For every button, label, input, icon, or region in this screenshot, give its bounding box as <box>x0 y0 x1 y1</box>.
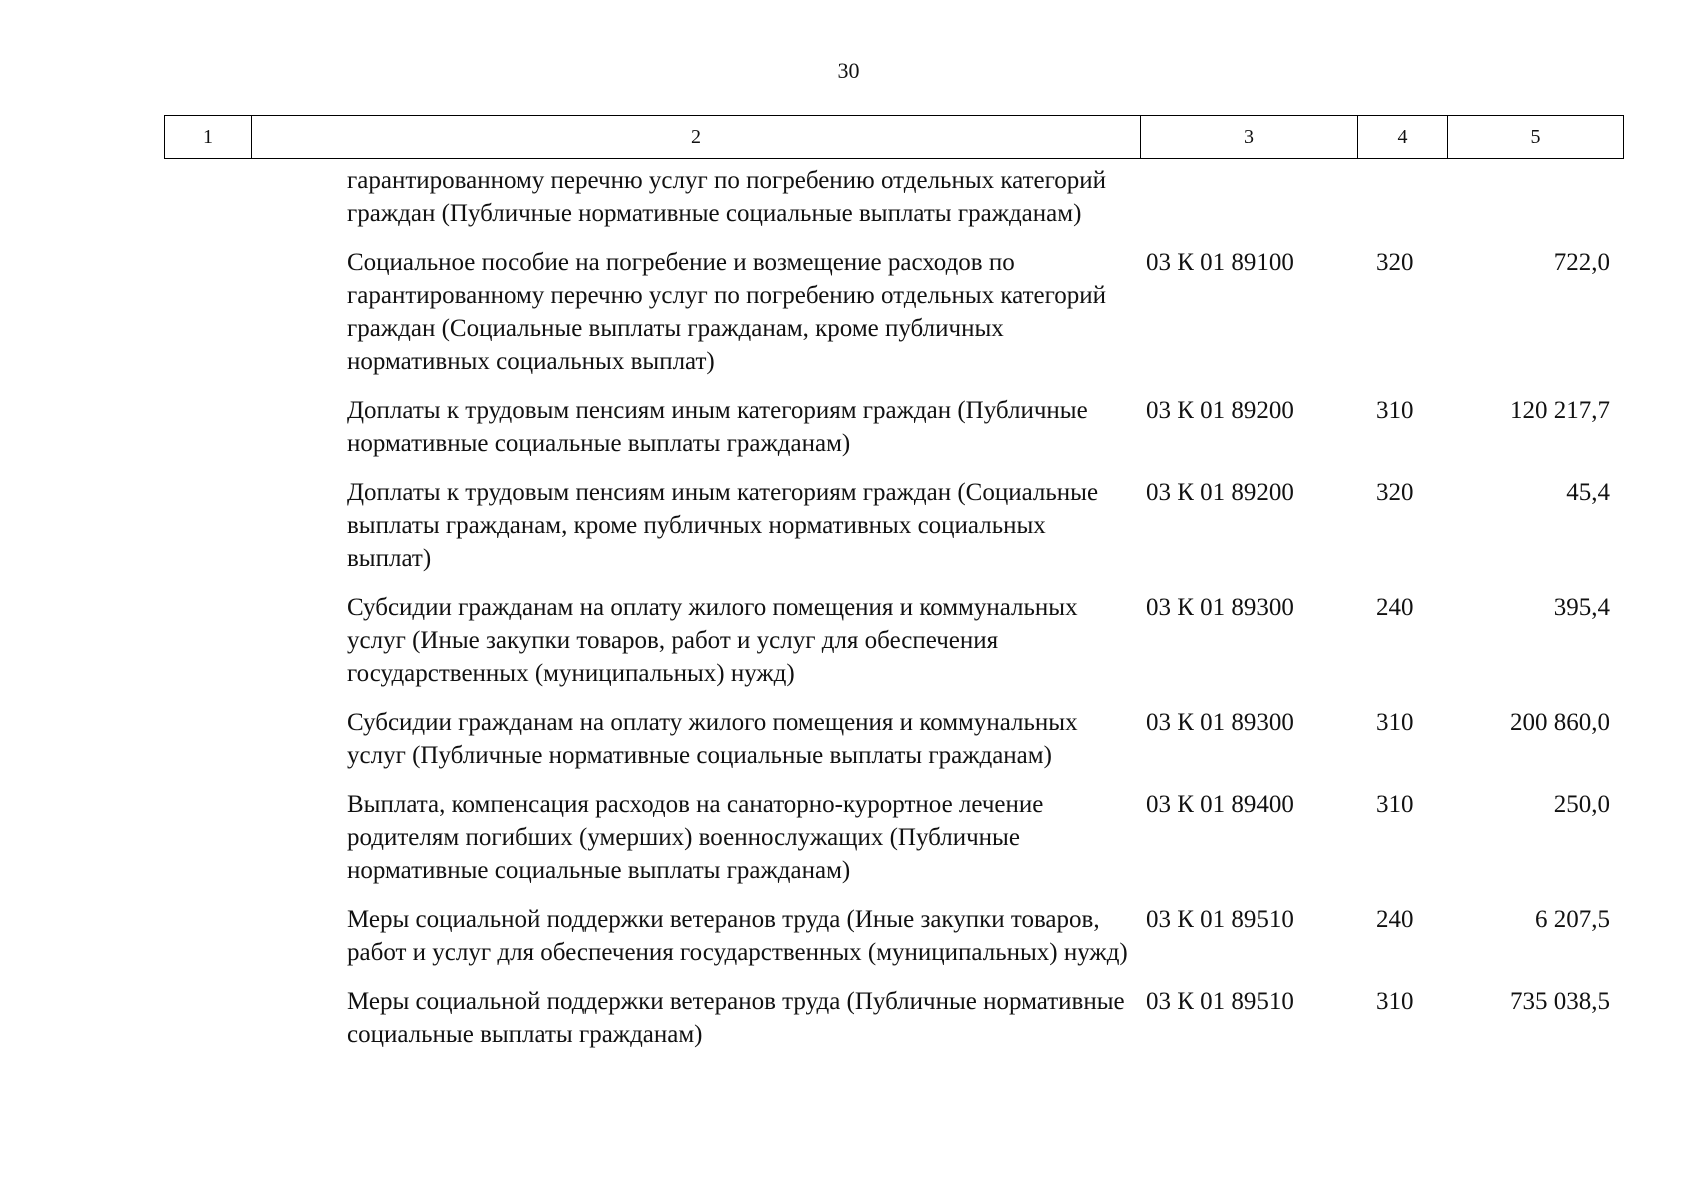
header-column-1: 1 <box>165 116 252 159</box>
row-name-cell: Субсидии гражданам на оплату жилого помещения и коммунальных услуг (Иные закупки товаров, работ и услуг для обеспечения государственных (муниципальных) нужд) <box>347 594 1078 687</box>
table-row <box>164 394 1618 476</box>
row-sum-cell: 200 860,0 <box>1510 709 1610 736</box>
row-code-cell: 03 К 01 89100 <box>1146 249 1294 276</box>
row-number-cell <box>164 788 250 903</box>
row-sum-cell: 250,0 <box>1553 791 1610 818</box>
table-row <box>164 476 1618 591</box>
row-type-cell: 240 <box>1376 594 1414 621</box>
row-sum-cell <box>1443 164 1618 246</box>
row-sum-cell: 722,0 <box>1553 249 1610 276</box>
row-type-cell: 320 <box>1376 249 1414 276</box>
row-code-cell: 03 К 01 89200 <box>1146 479 1294 506</box>
row-code-cell: 03 К 01 89300 <box>1146 709 1294 736</box>
row-code-cell <box>1138 164 1354 246</box>
header-column-3: 3 <box>1141 116 1358 159</box>
row-type-cell: 310 <box>1376 988 1414 1015</box>
row-number-cell <box>164 985 250 1067</box>
table-row <box>164 985 1618 1067</box>
table-row <box>164 788 1618 903</box>
row-code-cell: 03 К 01 89200 <box>1146 397 1294 424</box>
row-sum-cell: 395,4 <box>1553 594 1610 621</box>
row-type-cell: 310 <box>1376 397 1414 424</box>
row-name-cell: Выплата, компенсация расходов на санаторно-курортное лечение родителям погибших (умерших) военнослужащих (Публичные нормативные социальные выплаты гражданам) <box>347 791 1044 884</box>
row-code-cell: 03 К 01 89510 <box>1146 906 1294 933</box>
header-column-2: 2 <box>252 116 1141 159</box>
header-row <box>165 116 1624 159</box>
row-name-cell: Доплаты к трудовым пенсиям иным категориям граждан (Социальные выплаты гражданам, кроме публичных нормативных социальных выплат) <box>347 479 1099 572</box>
row-code-cell: 03 К 01 89510 <box>1146 988 1294 1015</box>
row-type-cell: 240 <box>1376 906 1414 933</box>
row-name-cell: Меры социальной поддержки ветеранов труда (Иные закупки товаров, работ и услуг для обеспечения государственных (муниципальных) нужд) <box>347 906 1128 966</box>
page-number: 30 <box>837 58 860 83</box>
row-type-cell <box>1354 164 1443 246</box>
row-sum-cell: 6 207,5 <box>1535 906 1610 933</box>
row-number-cell <box>164 591 250 706</box>
row-name-cell: Субсидии гражданам на оплату жилого помещения и коммунальных услуг (Публичные нормативные социальные выплаты гражданам) <box>347 709 1078 769</box>
row-sum-cell: 45,4 <box>1566 479 1610 506</box>
row-number-cell <box>164 706 250 788</box>
row-number-cell <box>164 903 250 985</box>
row-number-cell <box>164 394 250 476</box>
table-row <box>164 591 1618 706</box>
row-name-cell: Социальное пособие на погребение и возмещение расходов по гарантированному перечню услуг по погребению отдельных категорий граждан (Социальные выплаты гражданам, кроме публичных нормативных социальных выплат) <box>347 249 1106 375</box>
row-name-cell: гарантированному перечню услуг по погребению отдельных категорий граждан (Публичные нормативные социальные выплаты гражданам) <box>347 167 1106 227</box>
table-header <box>164 115 1624 159</box>
row-code-cell: 03 К 01 89400 <box>1146 791 1294 818</box>
table-row <box>164 164 1618 246</box>
row-sum-cell: 120 217,7 <box>1510 397 1610 424</box>
row-type-cell: 310 <box>1376 791 1414 818</box>
row-type-cell: 320 <box>1376 479 1414 506</box>
row-name-cell: Меры социальной поддержки ветеранов труда (Публичные нормативные социальные выплаты гражданам) <box>347 988 1125 1048</box>
row-number-cell <box>164 476 250 591</box>
row-sum-cell: 735 038,5 <box>1510 988 1610 1015</box>
table-row <box>164 706 1618 788</box>
row-code-cell: 03 К 01 89300 <box>1146 594 1294 621</box>
header-column-4: 4 <box>1358 116 1448 159</box>
budget-table <box>164 164 1618 1067</box>
header-column-5: 5 <box>1448 116 1624 159</box>
table-row <box>164 903 1618 985</box>
table-body <box>164 164 1618 1067</box>
row-number-cell <box>164 164 250 246</box>
row-number-cell <box>164 246 250 394</box>
row-type-cell: 310 <box>1376 709 1414 736</box>
table-row <box>164 246 1618 394</box>
row-name-cell: Доплаты к трудовым пенсиям иным категориям граждан (Публичные нормативные социальные выплаты гражданам) <box>347 397 1088 457</box>
